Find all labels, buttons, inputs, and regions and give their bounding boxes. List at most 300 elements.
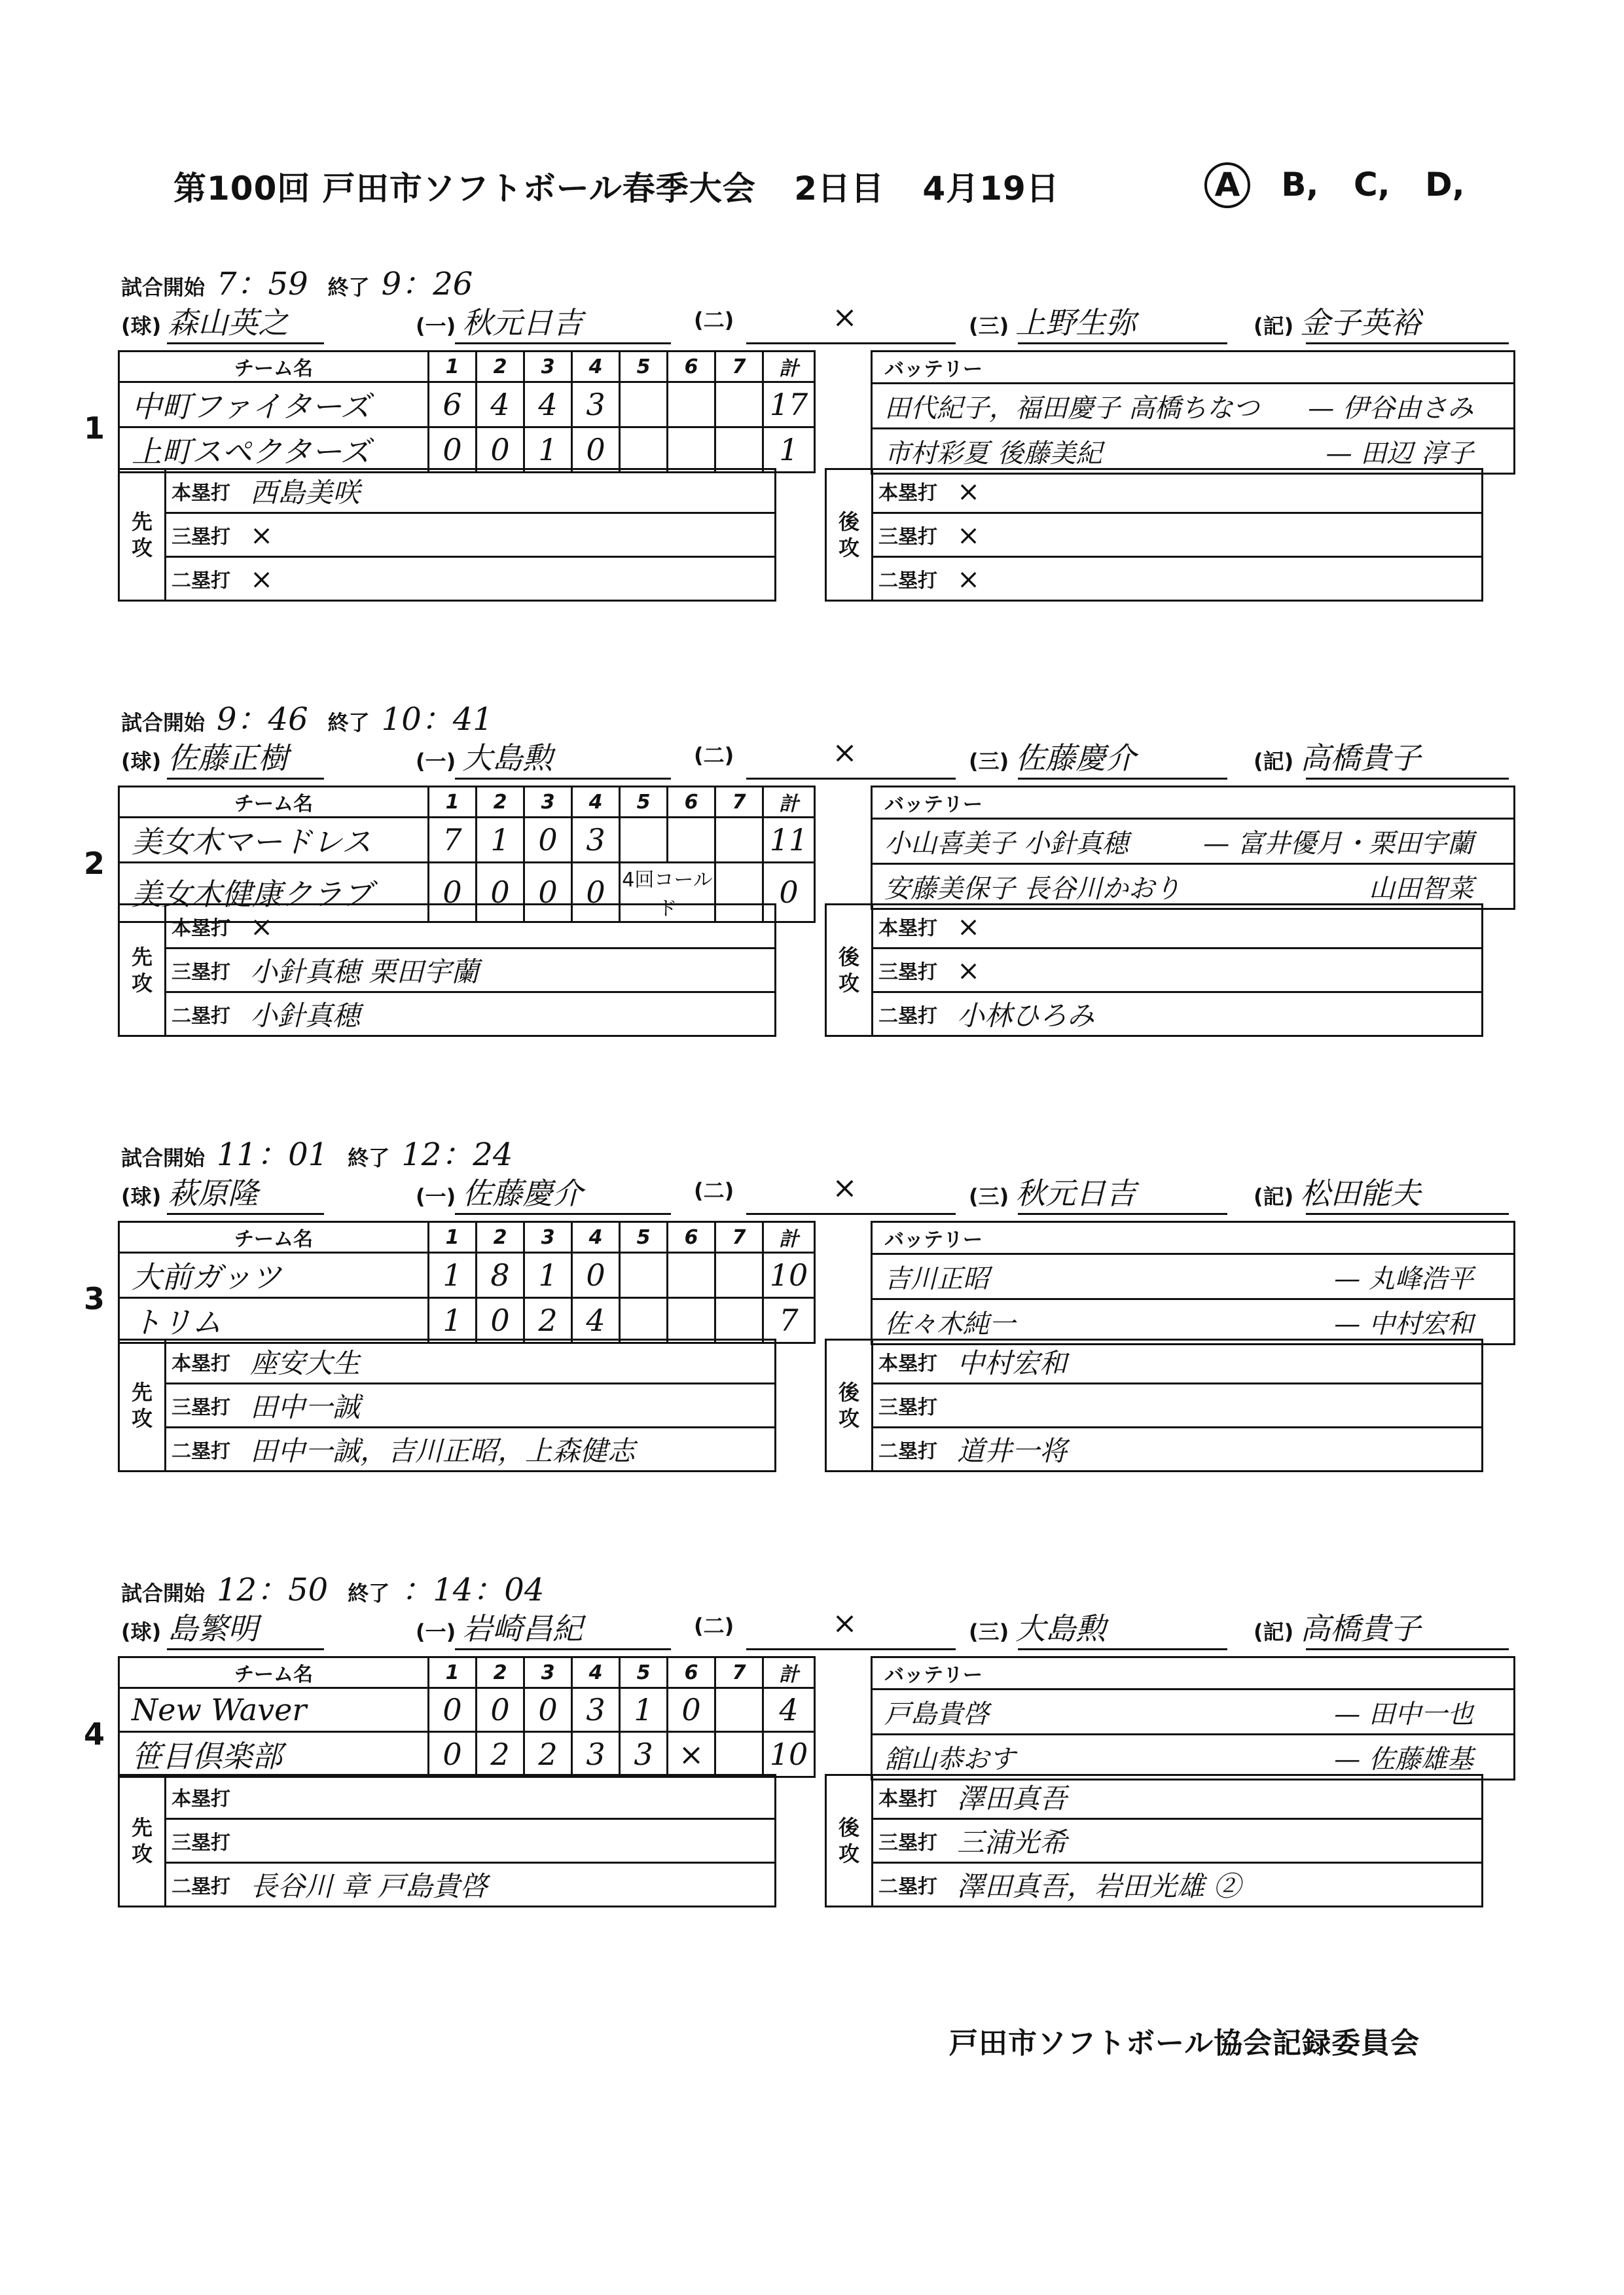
inning-header: 7 (715, 1657, 763, 1688)
hit-players: × (957, 562, 981, 595)
hit-players: × (250, 518, 274, 551)
battery-catcher: — 丸峰浩平 (1334, 1263, 1473, 1294)
inning-score: 4 (477, 382, 524, 427)
battery-catcher: — 伊谷由さみ (1308, 393, 1473, 424)
inning-header: 7 (715, 1222, 763, 1253)
end-label: 終了 (327, 710, 370, 735)
umpire-scorer (1254, 734, 1420, 778)
battery-pitcher: 安藤美保子 長谷川かおり (884, 873, 1181, 904)
inning-header: 7 (715, 352, 763, 382)
inning-score: 1 (429, 1253, 477, 1298)
hit-kind-label: 本塁打 (873, 1340, 944, 1384)
total-score: 10 (763, 1253, 815, 1298)
start-time: 9：46 (217, 701, 308, 738)
inning-score: 0 (572, 1253, 620, 1298)
end-label: 終了 (348, 1146, 390, 1170)
hit-row-hr (826, 1775, 1483, 1819)
inning-score: 4 (572, 1298, 620, 1343)
hit-kind-label: 本塁打 (166, 1340, 237, 1384)
hit-row-triple (826, 1384, 1483, 1428)
hits-top (118, 1774, 776, 1907)
battery-header: バッテリー (872, 787, 1515, 819)
hit-kind-label: 三塁打 (166, 513, 237, 557)
total-header: 計 (763, 352, 815, 382)
umpire-scorer-label: (記) (1254, 314, 1294, 338)
umpire-third-label: (三) (969, 749, 1009, 774)
umpire-third-name: 秋元日吉 (1015, 1176, 1136, 1211)
battery-pitcher: 小山喜美子 小針真穂 (884, 828, 1128, 859)
hit-players: 小針真穂 (250, 1000, 361, 1032)
umpire-plate-name: 森山英之 (168, 305, 289, 340)
umpire-second-underline (746, 342, 956, 344)
inning-header: 2 (477, 352, 524, 382)
end-time: ：14：04 (401, 1572, 545, 1608)
side-label: 後 攻 (826, 905, 873, 1036)
footer-organization: 戸田市ソフトボール協会記録委員会 (949, 2027, 1420, 2060)
battery-catcher: — 田辺 淳子 (1326, 438, 1473, 469)
page-title (173, 162, 1086, 209)
game-4 (0, 1564, 1624, 1997)
umpire-second-underline (746, 1213, 956, 1215)
inning-score: 1 (524, 1253, 572, 1298)
battery-pitcher: 戸島貴啓 (884, 1699, 989, 1729)
hit-players: × (957, 518, 981, 551)
start-label: 試合開始 (121, 710, 206, 735)
battery-table (871, 1656, 1515, 1780)
team-row (119, 427, 815, 473)
umpire-scorer-name: 高橋貴子 (1300, 740, 1421, 776)
side-label: 先 攻 (119, 905, 166, 1036)
hit-players: 座安大生 (250, 1347, 361, 1379)
umpire-first-underline (455, 1648, 671, 1650)
battery-row (872, 429, 1515, 474)
battery-row (872, 1254, 1515, 1299)
inning-score: 4 (524, 382, 572, 427)
total-score: 0 (763, 863, 815, 922)
hit-kind-label: 三塁打 (873, 949, 944, 992)
total-score: 11 (763, 818, 815, 863)
umpire-plate-label: (球) (121, 749, 162, 774)
side-label: 後 攻 (826, 1775, 873, 1907)
inning-header: 4 (572, 352, 620, 382)
hit-players: 道井一将 (957, 1435, 1068, 1467)
umpire-first-label: (一) (416, 1619, 456, 1644)
umpire-scorer-label: (記) (1254, 749, 1294, 774)
hit-row-triple (826, 1819, 1483, 1863)
side-label: 先 攻 (119, 469, 166, 601)
game-1 (0, 259, 1624, 691)
hit-kind-label: 二塁打 (873, 557, 944, 601)
inning-score (715, 1253, 763, 1298)
hit-kind-label: 三塁打 (873, 1819, 944, 1863)
hits-bottom (825, 1339, 1483, 1472)
umpire-plate-name: 萩原隆 (168, 1176, 259, 1211)
start-label: 試合開始 (121, 275, 206, 300)
inning-header: 1 (429, 1222, 477, 1253)
umpire-second-label: (二) (694, 1178, 734, 1203)
umpire-first-label: (一) (416, 1184, 456, 1209)
inning-header: 5 (620, 1222, 668, 1253)
inning-score: 2 (524, 1732, 572, 1777)
inning-header: 3 (524, 1657, 572, 1688)
division-d: D, (1425, 166, 1465, 204)
inning-score (668, 1253, 715, 1298)
hits-top (118, 468, 776, 602)
inning-header: 4 (572, 1657, 620, 1688)
hit-row-hr (119, 1775, 776, 1819)
team-row (119, 1253, 815, 1298)
umpire-plate-label: (球) (121, 314, 162, 338)
umpire-first-underline (455, 778, 671, 780)
hit-players: × (957, 475, 981, 507)
division-c: C, (1353, 166, 1390, 204)
division-b: B, (1281, 166, 1319, 204)
side-label: 後 攻 (826, 1340, 873, 1472)
end-label: 終了 (348, 1581, 390, 1606)
umpire-third-underline (1018, 1213, 1227, 1215)
umpire-second-label: (二) (694, 308, 734, 333)
inning-header: 6 (668, 787, 715, 818)
battery-row (872, 1299, 1515, 1345)
umpire-scorer-label: (記) (1254, 1619, 1294, 1644)
linescore-table (118, 786, 816, 923)
umpire-scorer-name: 松田能夫 (1300, 1176, 1421, 1211)
inning-score (668, 427, 715, 473)
game-time-row (121, 259, 492, 304)
inning-score: 1 (524, 427, 572, 473)
hit-players: × (957, 954, 981, 986)
hit-kind-label: 二塁打 (166, 992, 237, 1036)
hit-row-double (826, 1428, 1483, 1472)
umpire-plate-underline (167, 778, 324, 780)
total-score: 7 (763, 1298, 815, 1343)
hit-row-double (826, 992, 1483, 1036)
linescore-table (118, 350, 816, 473)
game-number: 2 (84, 846, 105, 881)
umpire-first-label: (一) (416, 314, 456, 338)
hit-row-hr (119, 905, 776, 949)
inning-score (620, 427, 668, 473)
battery-catcher: 山田智菜 (1369, 873, 1473, 904)
umpire-scorer-underline (1306, 778, 1509, 780)
inning-header: 5 (620, 352, 668, 382)
inning-score (715, 427, 763, 473)
hit-row-double (826, 557, 1483, 601)
hit-players: 三浦光希 (957, 1826, 1068, 1858)
umpire-second-underline (746, 1648, 956, 1650)
umpire-first-name: 岩崎昌紀 (462, 1611, 583, 1646)
umpire-second-name: × (832, 1170, 857, 1205)
total-header: 計 (763, 1222, 815, 1253)
battery-table (871, 1221, 1515, 1345)
inning-score (668, 382, 715, 427)
battery-pitcher: 田代紀子，福田慶子 高橋ちなつ (884, 393, 1259, 424)
umpire-scorer (1254, 1605, 1420, 1648)
battery-pitcher: 吉川正昭 (884, 1263, 989, 1294)
umpire-scorer (1254, 299, 1420, 342)
inning-score: 0 (524, 1688, 572, 1732)
hits-bottom (825, 1774, 1483, 1907)
umpire-first-label: (一) (416, 749, 456, 774)
inning-score: 1 (429, 1298, 477, 1343)
umpire-scorer-underline (1306, 1213, 1509, 1215)
umpire-second-label: (二) (694, 1614, 734, 1638)
tournament-title: 第100回 戸田市ソフトボール春季大会 (173, 170, 756, 208)
inning-score: 0 (477, 1688, 524, 1732)
team-row (119, 382, 815, 427)
hit-players: 澤田真吾，岩田光雄 ② (957, 1870, 1241, 1902)
start-time: 11：01 (217, 1136, 329, 1173)
inning-score (668, 1298, 715, 1343)
umpire-third-name: 大島勲 (1015, 1611, 1106, 1646)
umpire-first-name: 大島勲 (462, 740, 553, 776)
battery-catcher: — 中村宏和 (1334, 1309, 1473, 1339)
inning-score (715, 382, 763, 427)
umpire-plate (121, 1605, 258, 1648)
umpire-scorer-label: (記) (1254, 1184, 1294, 1209)
hit-players: × (250, 910, 274, 943)
hit-kind-label: 本塁打 (166, 1775, 237, 1819)
game-number: 4 (84, 1716, 105, 1752)
umpire-first (416, 1605, 583, 1648)
tournament-date: 4月19日 (922, 170, 1060, 208)
team-name: 大前ガッツ (119, 1253, 429, 1298)
end-time: 9：26 (381, 266, 473, 302)
umpire-third (969, 299, 1136, 342)
hits-bottom (825, 903, 1483, 1037)
inning-score: 0 (429, 1732, 477, 1777)
inning-header: 1 (429, 352, 477, 382)
team-name: トリム (119, 1298, 429, 1343)
inning-score: 1 (620, 1688, 668, 1732)
umpire-plate (121, 1170, 258, 1213)
inning-score: 3 (572, 382, 620, 427)
inning-header: 3 (524, 787, 572, 818)
game-2 (0, 694, 1624, 1126)
start-time: 12：50 (217, 1572, 329, 1608)
inning-header: 6 (668, 1222, 715, 1253)
team-row (119, 1298, 815, 1343)
hit-kind-label: 本塁打 (166, 905, 237, 949)
side-label: 後 攻 (826, 469, 873, 601)
battery-header: バッテリー (872, 352, 1515, 384)
umpire-first-name: 秋元日吉 (462, 305, 583, 340)
team-name-header: チーム名 (119, 1657, 429, 1688)
inning-header: 2 (477, 787, 524, 818)
umpire-first (416, 1170, 583, 1213)
umpire-second-name: × (832, 1605, 857, 1640)
hit-row-triple (119, 949, 776, 992)
umpire-plate-underline (167, 342, 324, 344)
inning-score: 0 (477, 863, 524, 922)
battery-table (871, 350, 1515, 475)
start-label: 試合開始 (121, 1146, 206, 1170)
umpire-first-name: 佐藤慶介 (462, 1176, 583, 1211)
umpire-row (121, 1170, 1502, 1216)
hit-players: 小針真穂 栗田宇蘭 (250, 956, 479, 988)
inning-header: 2 (477, 1657, 524, 1688)
inning-score (715, 1298, 763, 1343)
umpire-plate-underline (167, 1648, 324, 1650)
hit-kind-label: 三塁打 (873, 1384, 944, 1428)
hit-players: 長谷川 章 戸島貴啓 (250, 1870, 488, 1902)
umpire-row (121, 734, 1502, 780)
inning-header: 6 (668, 1657, 715, 1688)
end-time: 10：41 (381, 701, 493, 738)
hit-row-hr (826, 905, 1483, 949)
hit-row-hr (119, 1340, 776, 1384)
tournament-day: 2日目 (794, 170, 884, 208)
inning-score: 2 (477, 1732, 524, 1777)
inning-score (620, 818, 668, 863)
inning-score: 0 (524, 863, 572, 922)
battery-row (872, 819, 1515, 864)
hit-row-triple (119, 1819, 776, 1863)
inning-score (715, 818, 763, 863)
battery-row (872, 384, 1515, 429)
umpire-third-label: (三) (969, 1184, 1009, 1209)
inning-score: 3 (572, 818, 620, 863)
umpire-second (694, 299, 857, 334)
battery-row (872, 864, 1515, 909)
hit-row-hr (119, 469, 776, 513)
battery-row (872, 1690, 1515, 1735)
team-row (119, 818, 815, 863)
hit-row-triple (119, 1384, 776, 1428)
umpire-second-label: (二) (694, 743, 734, 768)
hit-row-triple (119, 513, 776, 557)
hit-kind-label: 二塁打 (873, 1863, 944, 1907)
division-list (1204, 162, 1489, 208)
umpire-third-label: (三) (969, 1619, 1009, 1644)
team-name: 笹目倶楽部 (119, 1732, 429, 1777)
umpire-row (121, 299, 1502, 345)
umpire-scorer-name: 高橋貴子 (1300, 1611, 1421, 1646)
umpire-first-underline (455, 1213, 671, 1215)
umpire-second (694, 1605, 857, 1640)
inning-score: 0 (572, 427, 620, 473)
game-3 (0, 1129, 1624, 1561)
hit-kind-label: 三塁打 (166, 1384, 237, 1428)
side-label: 先 攻 (119, 1775, 166, 1907)
team-name: 上町スペクターズ (119, 427, 429, 473)
umpire-third-name: 上野生弥 (1015, 305, 1136, 340)
hit-row-double (119, 992, 776, 1036)
umpire-plate-underline (167, 1213, 324, 1215)
inning-score (715, 1732, 763, 1777)
umpire-second-name: × (832, 299, 857, 334)
hit-row-double (119, 1863, 776, 1907)
hits-top (118, 903, 776, 1037)
umpire-row (121, 1605, 1502, 1651)
inning-score: 3 (572, 1732, 620, 1777)
hit-kind-label: 二塁打 (166, 1863, 237, 1907)
umpire-plate (121, 734, 288, 778)
total-header: 計 (763, 1657, 815, 1688)
umpire-third-underline (1018, 778, 1227, 780)
hit-kind-label: 本塁打 (166, 469, 237, 513)
hit-players: × (250, 562, 274, 595)
battery-catcher: — 田中一也 (1334, 1699, 1473, 1729)
umpire-third-label: (三) (969, 314, 1009, 338)
umpire-scorer-underline (1306, 342, 1509, 344)
hit-players: 田中一誠，吉川正昭，上森健志 (250, 1435, 636, 1467)
hit-kind-label: 二塁打 (166, 1428, 237, 1472)
hit-row-double (119, 1428, 776, 1472)
hit-row-triple (826, 513, 1483, 557)
hit-row-double (119, 557, 776, 601)
linescore-table (118, 1656, 816, 1778)
inning-score: 0 (477, 427, 524, 473)
inning-header: 4 (572, 787, 620, 818)
hit-players: × (957, 910, 981, 943)
inning-score: 0 (572, 863, 620, 922)
inning-score: 1 (477, 818, 524, 863)
hit-players: 田中一誠 (250, 1391, 361, 1423)
hit-players: 西島美咲 (250, 477, 361, 509)
total-score: 10 (763, 1732, 815, 1777)
inning-header: 5 (620, 1657, 668, 1688)
hit-row-double (826, 1863, 1483, 1907)
inning-header: 7 (715, 787, 763, 818)
inning-score: × (668, 1732, 715, 1777)
hit-kind-label: 三塁打 (166, 1819, 237, 1863)
inning-score (620, 382, 668, 427)
team-name-header: チーム名 (119, 787, 429, 818)
start-time: 7：59 (217, 266, 308, 302)
game-time-row (121, 1564, 564, 1610)
hit-kind-label: 本塁打 (873, 469, 944, 513)
inning-score: 0 (429, 427, 477, 473)
umpire-third-underline (1018, 1648, 1227, 1650)
game-time-row (121, 694, 513, 739)
hit-kind-label: 二塁打 (166, 557, 237, 601)
umpire-third (969, 734, 1136, 778)
inning-score: 3 (620, 1732, 668, 1777)
battery-pitcher: 市村彩夏 後藤美紀 (884, 438, 1102, 469)
team-row (119, 1688, 815, 1732)
hits-top (118, 1339, 776, 1472)
total-score: 1 (763, 427, 815, 473)
umpire-third-name: 佐藤慶介 (1015, 740, 1136, 776)
umpire-third (969, 1170, 1136, 1213)
hit-kind-label: 本塁打 (873, 905, 944, 949)
inning-header: 3 (524, 1222, 572, 1253)
inning-header: 1 (429, 1657, 477, 1688)
total-header: 計 (763, 787, 815, 818)
battery-header: バッテリー (872, 1657, 1515, 1690)
total-score: 4 (763, 1688, 815, 1732)
linescore-table (118, 1221, 816, 1344)
inning-score: 2 (524, 1298, 572, 1343)
game-time-row (121, 1129, 532, 1174)
battery-row (872, 1735, 1515, 1780)
umpire-scorer-underline (1306, 1648, 1509, 1650)
battery-pitcher: 佐々木純一 (884, 1309, 1015, 1339)
umpire-plate-name: 佐藤正樹 (168, 740, 289, 776)
umpire-first-underline (455, 342, 671, 344)
hits-bottom (825, 468, 1483, 602)
battery-pitcher: 舘山恭おす (884, 1744, 1015, 1775)
inning-header: 5 (620, 787, 668, 818)
inning-score: 6 (429, 382, 477, 427)
umpire-second-underline (746, 778, 956, 780)
inning-score (715, 1688, 763, 1732)
inning-score: 3 (572, 1688, 620, 1732)
game-number: 1 (84, 410, 105, 446)
hit-kind-label: 三塁打 (873, 513, 944, 557)
inning-note: 4回コールド (620, 863, 715, 922)
